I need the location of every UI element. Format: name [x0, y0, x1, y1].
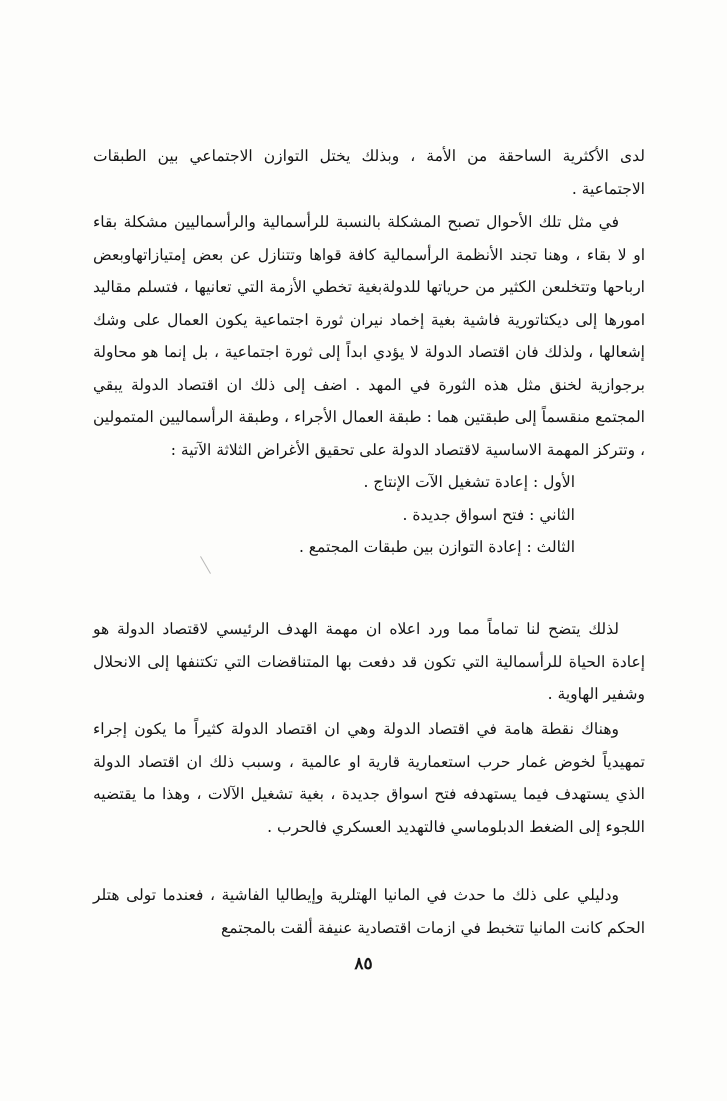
paragraph-3-text: لذلك يتضح لنا تماماً مما ورد اعلاه ان مهمة الهدف الرئيسي لاقتصاد الدولة هو إعادة الحياة للرأسمالية التي تكون قد دفعت بها المتناقضات التي تكتنفها إلى الانحلال وشفير الهاوية . — [93, 620, 645, 703]
paragraph-4-text: وهناك نقطة هامة في اقتصاد الدولة وهي ان اقتصاد الدولة كثيراً ما يكون إجراء تمهيدياً لخوض غمار حرب استعمارية قارية او عالمية ، وسبب ذلك ان اقتصاد الدولة الذي يستهدف فيما يستهدفه فتح اسواق جديدة ، بغية تشغيل الآلات ، وهذا ما يقتضيه اللجوء إلى الضغط الدبلوماسي فالتهديد العسكري فالحرب . — [93, 720, 645, 836]
paragraph-3 — [93, 613, 645, 711]
paragraph-1-text: لدى الأكثرية الساحقة من الأمة ، وبذلك يختل التوازن الاجتماعي بين الطبقات الاجتماعية . — [93, 147, 645, 198]
list-item-second: الثاني : فتح اسواق جديدة . — [402, 505, 575, 524]
paragraph-2 — [93, 206, 645, 564]
paragraph-2-text: في مثل تلك الأحوال تصبح المشكلة بالنسبة للرأسمالية والرأسماليين مشكلة بقاء او لا بقاء ، وهنا تجند الأنظمة الرأسمالية كافة قواها وتتنازل عن بعض إمتيازاتهاوبعض ارباحها وتتخلىعن الكثير من حرياتها للدولةبغية تخطي الأزمة التي تعانيها ، فتسلم مقاليد امورها إلى ديكتاتورية فاشية بغية إخماد نيران ثورة اجتماعية يكون العمال على وشك إشعالها ، ولذلك فان اقتصاد الدولة لا يؤدي ابداً إلى ثورة اجتماعية ، بل إنما هو محاولة برجوازية لخنق مثل هذه الثورة في المهد . اضف إلى ذلك ان اقتصاد الدولة يبقي المجتمع منقسماً إلى طبقتين هما : طبقة العمال الأجراء ، وطبقة الرأسماليين المتمولين ، وتتركز المهمة الاساسية لاقتصاد الدولة على تحقيق الأغراض الثلاثة الآتية : — [93, 213, 645, 459]
list-item-third: الثالث : إعادة التوازن بين طبقات المجتمع . — [298, 538, 575, 556]
paragraph-4 — [93, 713, 645, 843]
page-number: ٨٥ — [354, 954, 373, 974]
list-item-first: الأول : إعادة تشغيل الآت الإنتاج . — [363, 473, 575, 491]
paragraph-5 — [93, 879, 645, 944]
paragraph-5-text: ودليلي على ذلك ما حدث في المانيا الهتلرية وإيطاليا الفاشية ، فعندما تولى هتلر الحكم كانت المانيا تتخبط في ازمات اقتصادية عنيفة ألقت بالمجتمع — [93, 886, 645, 937]
paragraph-1 — [93, 140, 645, 205]
